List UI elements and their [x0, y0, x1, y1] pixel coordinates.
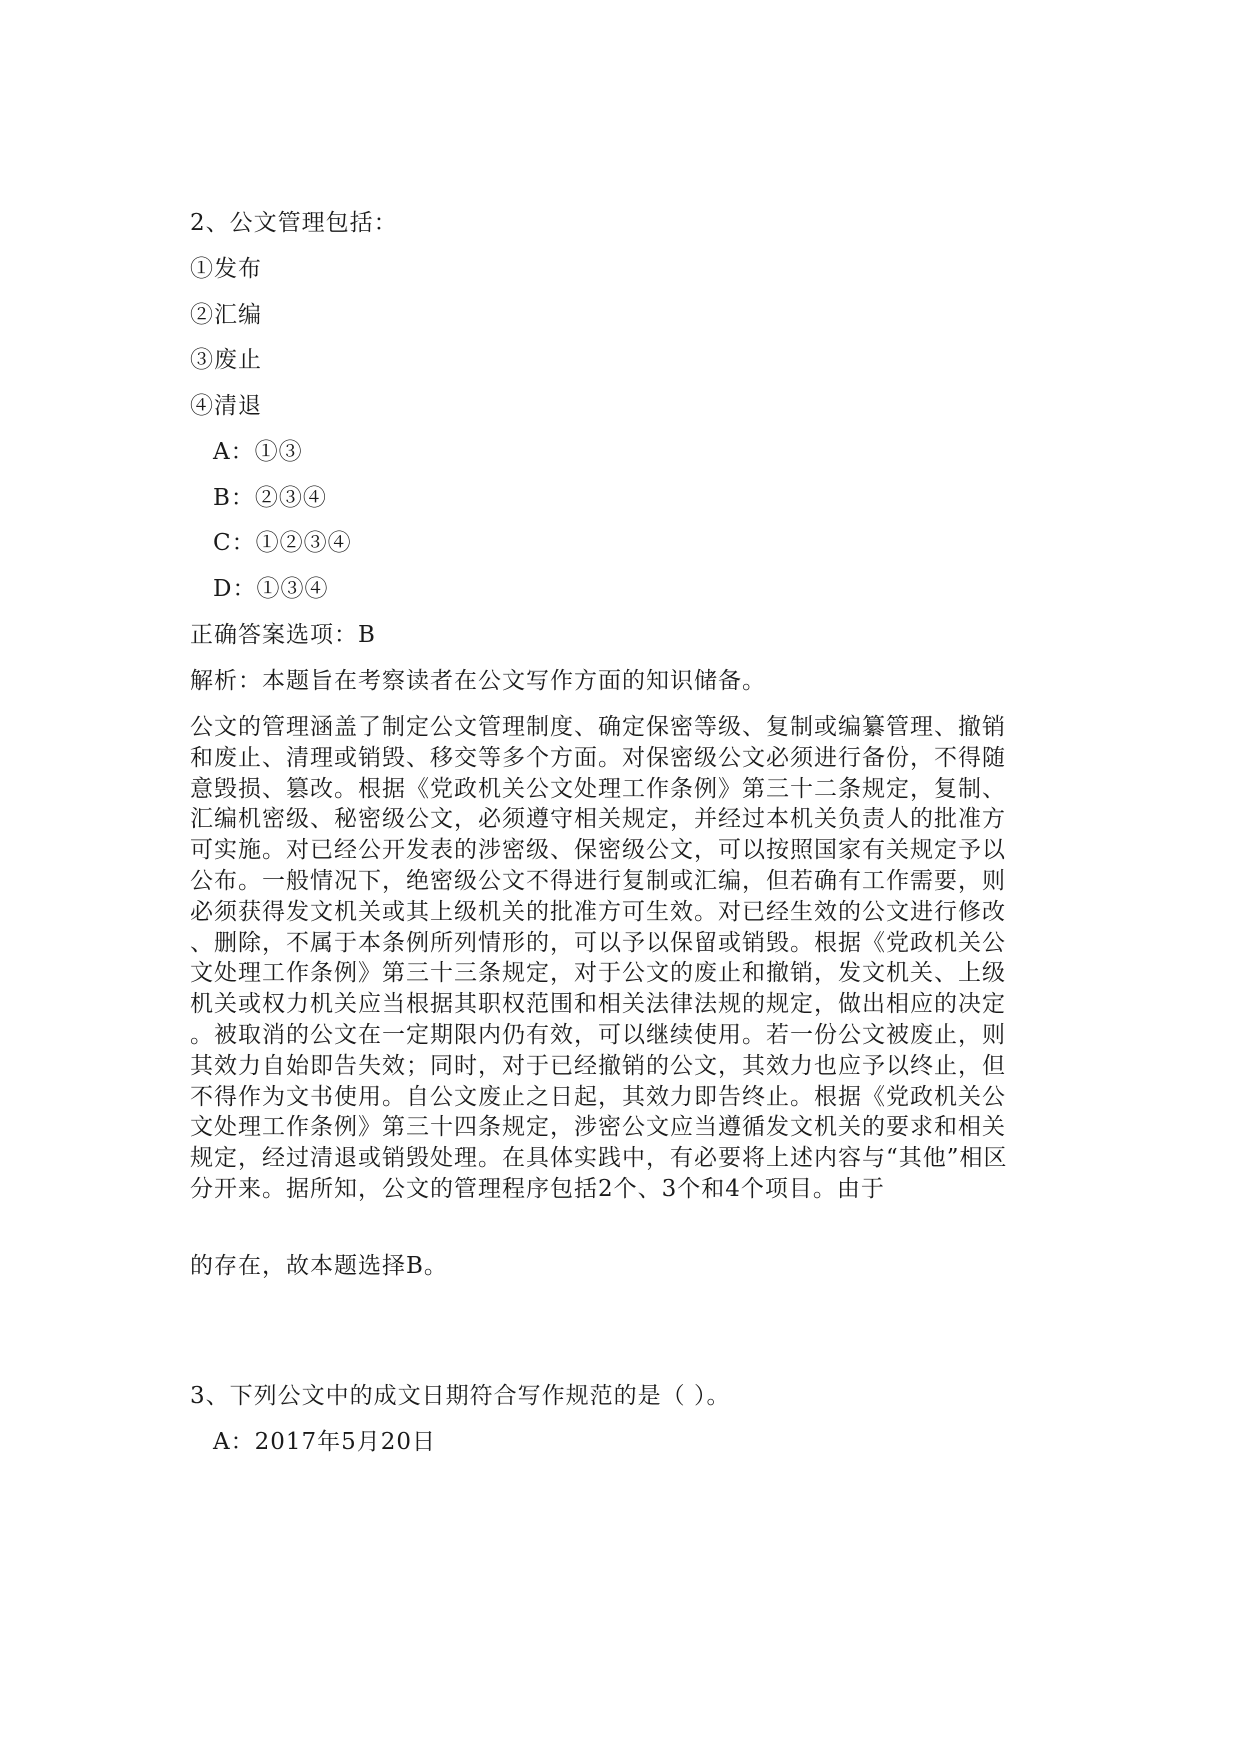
question-2-option-d: D：①③④ [213, 576, 329, 602]
question-2-option-a: A：①③ [213, 439, 303, 465]
question-2-title: 2、公文管理包括： [190, 210, 398, 236]
question-2-analysis-intro: 解析：本题旨在考察读者在公文写作方面的知识储备。 [190, 668, 766, 694]
question-2-item-4: ④清退 [190, 393, 262, 419]
question-2-option-c: C：①②③④ [213, 530, 352, 556]
question-2-analysis-body: 公文的管理涵盖了制定公文管理制度、确定保密等级、复制或编纂管理、撤销 和废止、清理或销毁、移交等多个方面。对保密级公文必须进行备份，不得随 意毁损、篡改。根据《党政机关公文处理工作条例》第三十二条规定，复制、 汇编机密级、秘密级公文，必须遵守相关规定，并经过本机关负责人的批准方 可实施。对已经公开发表的涉密级、保密级公文，可以按照国家有关规定予以 公布。一般情况下，绝密级公文不得进行复制或汇编，但若确有工作需要，则 必须获得发文机关或其上级机关的批准方可生效。对已经生效的公文进行修改 、删除，不属于本条例所列情形的，可以予以保留或销毁。根据《党政机关公 文处理工作条例》第三十三条规定，对于公文的废止和撤销，发文机关、上级 机关或权力机关应当根据其职权范围和相关法律法规的规定，做出相应的决定 。被取消的公文在一定期限内仍有效，可以继续使用。若一份公文被废止，则 其效力自始即告失效；同时，对于已经撤销的公文，其效力也应予以终止，但 不得作为文书使用。自公文废止之日起，其效力即告终止。根据《党政机关公 文处理工作条例》第三十四条规定，涉密公文应当遵循发文机关的要求和相关 规定，经过清退或销毁处理。在具体实践中，有必要将上述内容与“其他”相区 分开来。据所知，公文的管理程序包括2个、3个和4个项目。由于 [190, 714, 1008, 1202]
question-2-item-3: ③废止 [190, 347, 262, 373]
question-3-title: 3、下列公文中的成文日期符合写作规范的是（ ）。 [190, 1383, 731, 1409]
question-2-option-b: B：②③④ [213, 485, 327, 511]
question-3-option-a: A：2017年5月20日 [213, 1429, 437, 1455]
question-2-item-2: ②汇编 [190, 302, 262, 328]
question-2-analysis-end: 的存在，故本题选择B。 [190, 1253, 448, 1279]
question-2-item-1: ①发布 [190, 256, 262, 282]
question-2-answer: 正确答案选项：B [190, 622, 376, 648]
